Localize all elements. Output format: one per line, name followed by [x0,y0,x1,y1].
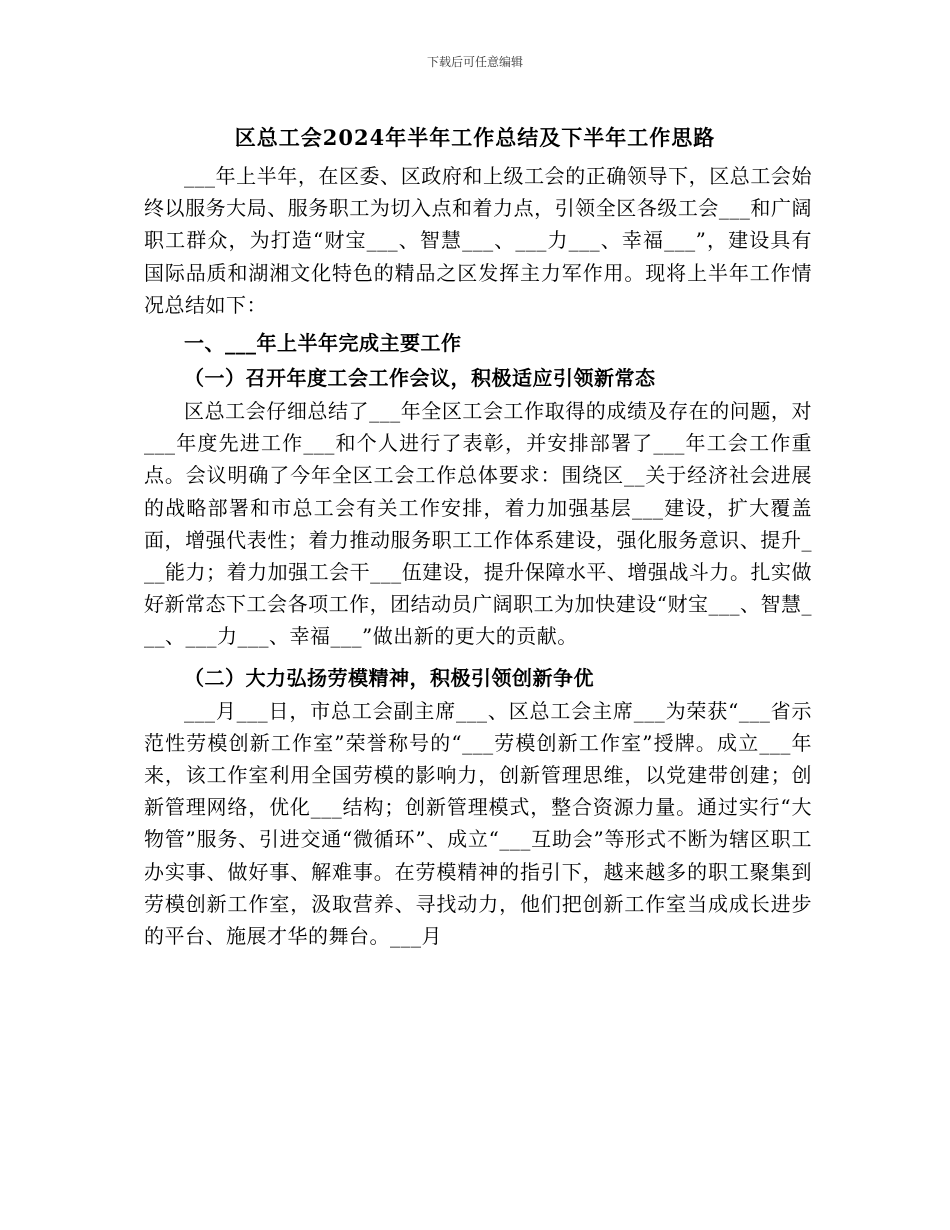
intro-paragraph: ___年上半年，在区委、区政府和上级工会的正确领导下，区总工会始终以服务大局、服务职工为切入点和着力点，引领全区各级工会___和广阔职工群众，为打造“财宝___、智慧___、___力___、幸福___”，建设具有国际品质和湖湘文化特色的精品之区发挥主力军作用。现将上半年工作情况总结如下： [144,164,812,317]
header-note: 下载后可任意编辑 [426,55,523,69]
subsection-heading-2: （二）大力弘扬劳模精神，积极引领创新争优 [184,665,594,690]
document-body [144,160,812,952]
document-title: 区总工会2024年半年工作总结及下半年工作思路 [234,125,716,150]
subsection-2-paragraph: ___月___日，市总工会副主席___、区总工会主席___为荣获“___省示范性劳模创新工作室”荣誉称号的“___劳模创新工作室”授牌。成立___年来，该工作室利用全国劳模的影响力，创新管理思维，以党建带创建；创新管理网络，优化___结构；创新管理模式，整合资源力量。通过实行“大物管”服务、引进交通“微循环”、成立“___互助会”等形式不断为辖区职工办实事、做好事、解难事。在劳模精神的指引下，越来越多的职工聚集到劳模创新工作室，汲取营养、寻找动力，他们把创新工作室当成成长进步的平台、施展才华的舞台。___月 [144,698,812,949]
subsection-heading-1: （一）召开年度工会工作会议，积极适应引领新常态 [184,366,656,391]
subsection-1-paragraph: 区总工会仔细总结了___年全区工会工作取得的成绩及存在的问题，对___年度先进工作___和个人进行了表彰，并安排部署了___年工会工作重点。会议明确了今年全区工会工作总体要求：围绕区__关于经济社会进展的战略部署和市总工会有关工作安排，着力加强基层___建设，扩大覆盖面，增强代表性；着力推动服务职工工作体系建设，强化服务意识、提升___能力；着力加强工会干___伍建设，提升保障水平、增强战斗力。扎实做好新常态下工会各项工作，团结动员广阔职工为加快建设“财宝___、智慧___、___力___、幸福___”做出新的更大的贡献。 [144,399,812,649]
section-heading-1: 一、___年上半年完成主要工作 [184,331,462,356]
